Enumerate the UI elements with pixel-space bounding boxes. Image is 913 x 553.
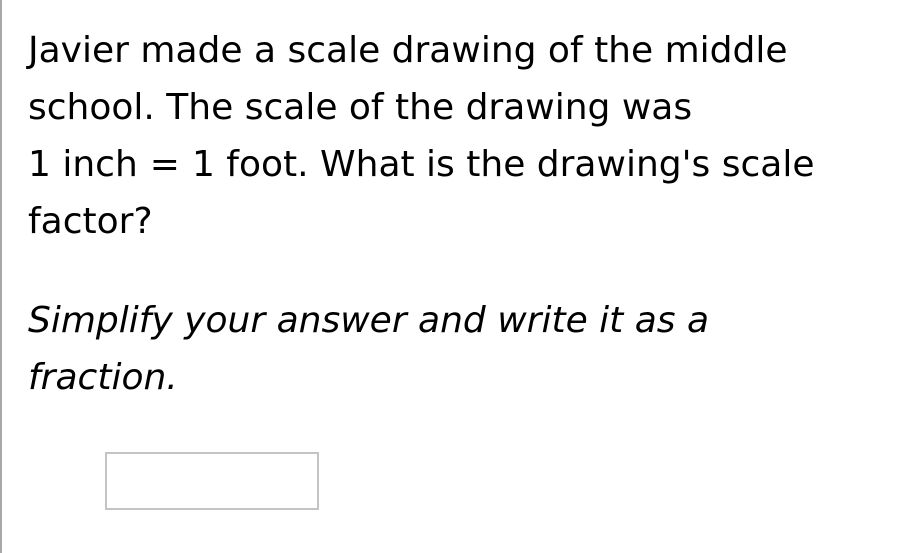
question-line-1: Javier made a scale drawing of the middle bbox=[28, 30, 788, 71]
question-line-3 bbox=[28, 136, 903, 193]
instruction-line-2: fraction. bbox=[28, 357, 178, 398]
answer-input[interactable] bbox=[105, 452, 319, 510]
scale-inch: 1 inch bbox=[28, 144, 138, 185]
scale-foot-text: 1 foot. What is the drawing's scale bbox=[191, 144, 815, 185]
question-text bbox=[28, 22, 903, 250]
question-line-4: factor? bbox=[28, 201, 153, 242]
equals-sign: = bbox=[149, 144, 180, 185]
left-border bbox=[0, 0, 2, 553]
question-line-2: school. The scale of the drawing was bbox=[28, 87, 693, 128]
instruction-text bbox=[28, 292, 903, 406]
instruction-line-1: Simplify your answer and write it as a bbox=[28, 300, 710, 341]
